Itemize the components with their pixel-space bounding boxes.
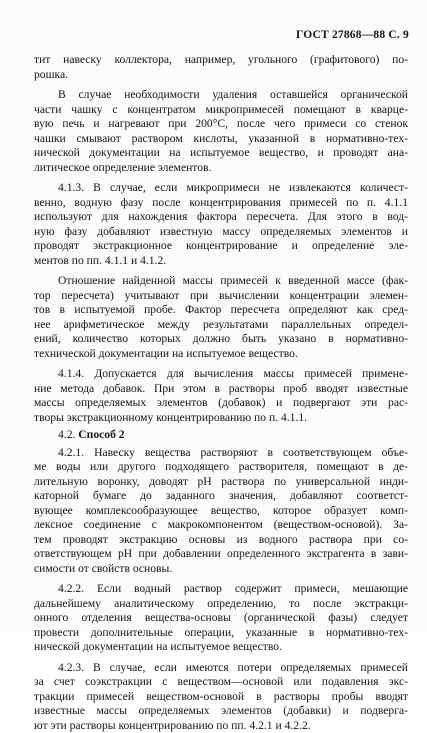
paragraph [34, 274, 408, 361]
text-line: тракции примесей веществом-основой в растворы пробы вводят [34, 690, 408, 705]
text-line: нической документации на испытуемое вещество. [34, 640, 408, 655]
paragraph [34, 88, 408, 175]
paragraph-4-2-3 [34, 661, 408, 733]
text-line: В случае необходимости удаления оставшейся органической [34, 88, 408, 103]
text-line: дальнейшему аналитическому определению, то после экстракци- [34, 597, 408, 612]
text-line: 4.1.3. В случае, если микропримеси не извлекаются количест- [34, 181, 408, 196]
text-line: 4.2.1. Навеску вещества растворяют в соответствующем объе- [34, 446, 408, 461]
text-line: ную фазу добавляют известную массу определяемых элементов и [34, 225, 408, 240]
text-line: тит навеску коллектора, например, угольного (графитового) по- [34, 53, 408, 68]
text-line: известные массы определяемых элементов (добавки) и подверга- [34, 704, 408, 719]
text-line: технической документации на испытуемое вещество. [34, 347, 408, 362]
paragraph-4-2-1 [34, 446, 408, 577]
text-line: Отношение найденной массы примесей к введенной массе (фак- [34, 274, 408, 289]
text-line: ений, количество которых должно быть указано в нормативно- [34, 332, 408, 347]
paragraph [34, 53, 408, 82]
text-line: рошка. [34, 68, 408, 83]
text-line: 4.2.3. В случае, если имеются потери определяемых примесей [34, 661, 408, 676]
standard-number: ГОСТ 27868—88 [296, 29, 385, 41]
text-line: за счет соэкстракции с веществом—основой или подавления экс- [34, 675, 408, 690]
text-line: литическое определение элементов. [34, 161, 408, 176]
paragraph-4-2-2 [34, 582, 408, 655]
text-line: лительную воронку, доводят рН раствора по универсальной инди- [34, 475, 408, 490]
text-line: используют для нахождения фактора пересчета. Для этого в вод- [34, 210, 408, 225]
page-number: С. 9 [388, 29, 409, 41]
text-line: тов в испытуемой пробе. Фактор пересчета определяют как сред- [34, 303, 408, 318]
section-heading [34, 428, 408, 443]
text-line: лексное соединение с макрокомпонентом (веществом-основой). За- [34, 518, 408, 533]
paragraph-4-1-4 [34, 367, 408, 425]
text-line: онного отделения вещества-основы (органической фазы) следует [34, 611, 408, 626]
section-number: 4.2. [58, 428, 75, 441]
text-line: ме воды или другого подходящего растворителя, помещают в де- [34, 460, 408, 475]
text-line: ответствующем рН при добавлении определенного экстрагента в зави- [34, 547, 408, 562]
text-line: ментов по пп. 4.1.1 и 4.1.2. [34, 254, 408, 269]
text-line: части чашку с концентратом микропримесей помещают в кварце- [34, 103, 408, 118]
paragraph-4-1-3 [34, 181, 408, 268]
text-line: нической документации на испытуемое вещество, и проводят ана- [34, 146, 408, 161]
text-line: венно, водную фазу после концентрирования примесей по п. 4.1.1 [34, 196, 408, 211]
text-line: чашки смывают раствором кислоты, указанной в нормативно-тех- [34, 132, 408, 147]
text-line: провести дополнительные операции, указанные в нормативно-тех- [34, 626, 408, 641]
text-line: вую печь и нагревают при 200°С, после чего примеси со стенок [34, 117, 408, 132]
text-line: проводят экстракционное концентрирование и определение эле- [34, 239, 408, 254]
text-line: массы определяемых элементов (добавок) и подвергают эти рас- [34, 396, 408, 411]
text-line: каторной бумаге до заданного значения, добавляют соответст- [34, 489, 408, 504]
text-line: тем проводят экстракцию основы из водного раствора при со- [34, 533, 408, 548]
text-line: творы экстракционному концентрированию по п. 4.1.1. [34, 411, 408, 426]
section-title: Способ 2 [78, 428, 124, 441]
text-line: симости от свойств основы. [34, 562, 408, 577]
text-line: 4.1.4. Допускается для вычисления массы примесей примене- [34, 367, 408, 382]
text-line: ние метода добавок. При этом в растворы проб вводят известные [34, 382, 408, 397]
document-body [34, 53, 408, 733]
text-line: 4.2.2. Если водный раствор содержит примеси, мешающие [34, 582, 408, 597]
text-line: тор пересчета) учитывают при вычислении концентрации элемен- [34, 289, 408, 304]
text-line: ют эти растворы концентрированию по пп. 4.2.1 и 4.2.2. [34, 719, 408, 733]
text-line: нее арифметическое между результатами параллельных определ- [34, 318, 408, 333]
text-line: вующее комплексообразующее вещество, которое образует комп- [34, 504, 408, 519]
page-header [296, 29, 409, 41]
